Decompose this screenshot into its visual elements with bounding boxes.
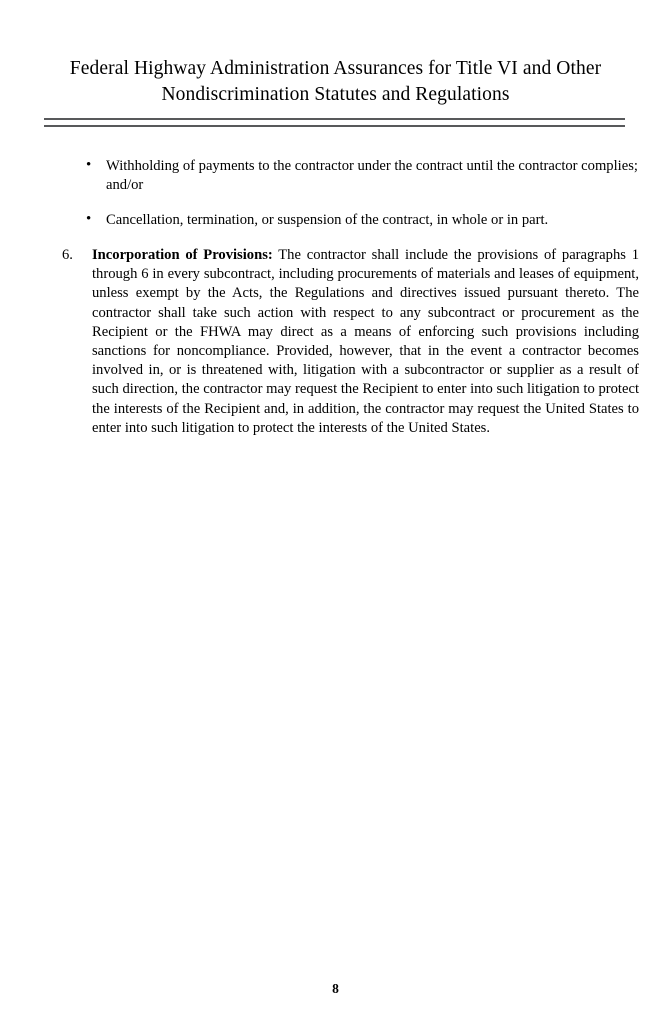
- page-title-line-2: Nondiscrimination Statutes and Regulations: [161, 84, 510, 105]
- list-item: [34, 211, 639, 230]
- page-title-line-1: Federal Highway Administration Assurances for Title VI and Other: [69, 58, 602, 79]
- paragraph-body: The contractor shall include the provisions of paragraphs 1 through 6 in every subcontract, including procurements of materials and leases of equipment, unless exempt by the Acts, the Regulations and directives issued pursuant thereto. The contractor shall take such action with respect to any subcontract or procurement as the Recipient or the FHWA may direct as a means of enforcing such provisions including sanctions for noncompliance. Provided, however, that in the event a contractor becomes involved in, or is threatened with, litigation with a subcontractor or supplier as a result of such direction, the contractor may request the Recipient to enter into such litigation to protect the interests of the Recipient and, in addition, the contractor may request the United States to enter into such litigation to protect the interests of the United States.: [92, 247, 639, 436]
- list-item: [34, 157, 639, 195]
- document-header: [0, 0, 671, 127]
- paragraph-heading: Incorporation of Provisions:: [92, 247, 273, 263]
- paragraph-number: 6.: [62, 247, 73, 263]
- page-title: [34, 56, 637, 108]
- list-item-text: Cancellation, termination, or suspension of the contract, in whole or in part.: [106, 212, 549, 228]
- list-item-text: Withholding of payments to the contractor under the contract until the contractor complies; and/or: [106, 158, 638, 193]
- page-number: 8: [332, 981, 339, 996]
- bullet-icon: •: [86, 211, 92, 227]
- header-divider: [44, 118, 625, 127]
- numbered-paragraph-6: [34, 246, 639, 438]
- bullet-list: [34, 157, 639, 230]
- bullet-icon: •: [86, 157, 92, 173]
- document-body: [0, 157, 671, 438]
